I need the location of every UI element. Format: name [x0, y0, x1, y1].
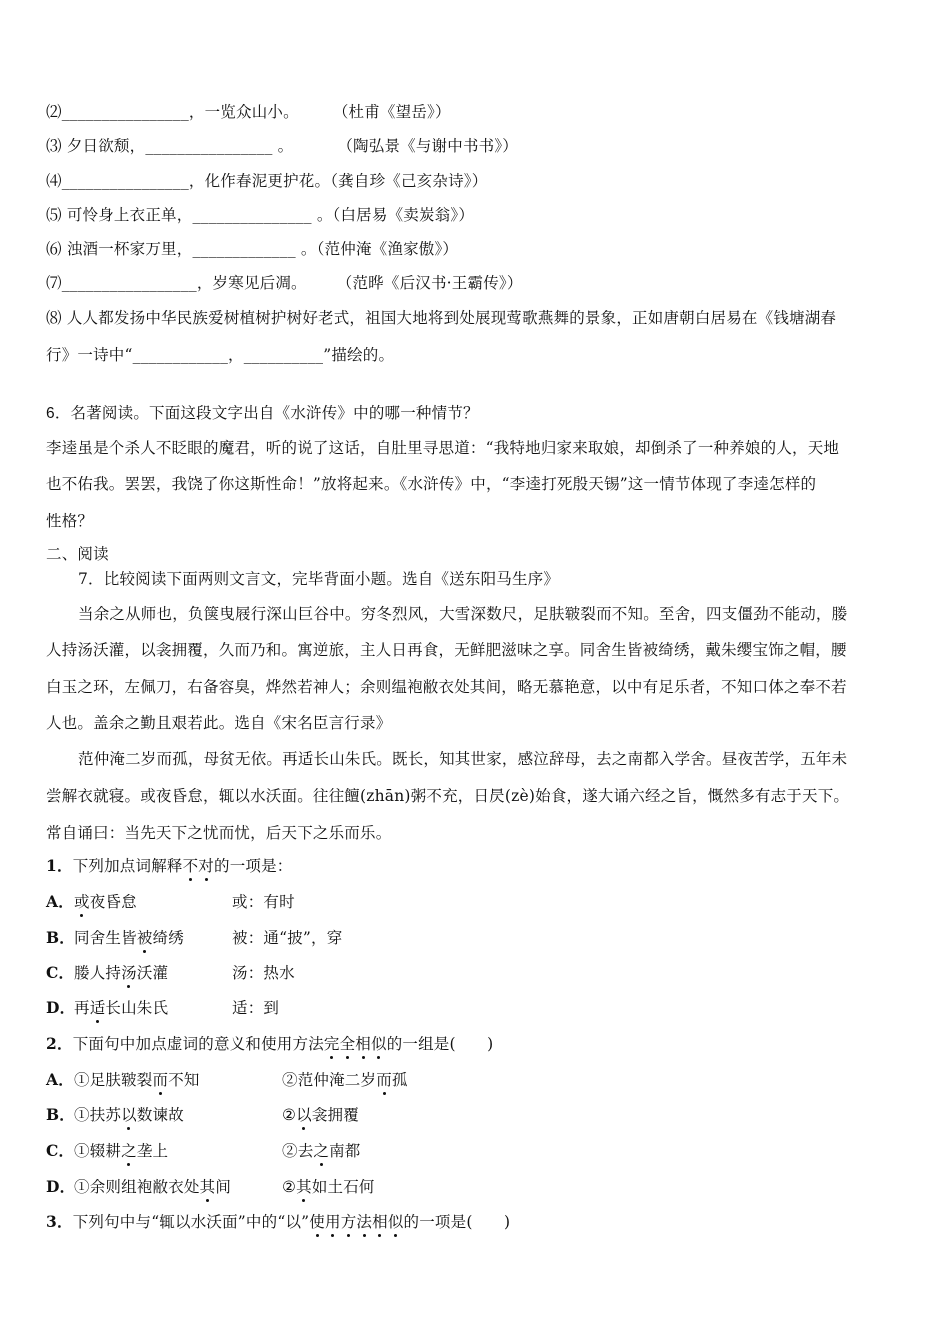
- passage-b-line: 范仲淹二岁而孤，母贫无依。再适长山朱氏。既长，知其世家，感泣辞母，去之南都入学舍。昼夜苦学，五年未: [78, 750, 848, 768]
- poem-line-8a: ⑻ 人人都发扬中华民族爱树植树护树好老式，祖国大地将到处展现莺歌燕舞的景象，正如唐朝白居易在《钱塘湖春: [46, 309, 837, 327]
- q6-passage-line: 也不佑我。罢罢，我饶了你这斯性命！”放将起来。《水浒传》中，“李逵打死殷天锡”这一情节体现了李逵怎样的: [46, 475, 817, 493]
- option-c[interactable]: C．媵人持汤沃灌 汤：热水: [46, 963, 295, 982]
- option-d[interactable]: D．①余则组袍敝衣处其间 ②其如土石何: [46, 1177, 375, 1196]
- option-b[interactable]: B．①扶苏以数谏故 ②以衾拥覆: [46, 1105, 359, 1124]
- question-7-title: 7．比较阅读下面两则文言文，完毕背面小题。选自《送东阳马生序》: [78, 570, 560, 588]
- poem-line-5: ⑸ 可怜身上衣正单，_______________ 。（白居易《卖炭翁》）: [46, 206, 475, 224]
- section-heading: 二、阅读: [46, 546, 109, 563]
- poem-line-3: ⑶ 夕日欲颓，________________ 。 （陶弘景《与谢中书书》）: [46, 137, 519, 155]
- poem-line-8b: 行》一诗中“____________，__________”描绘的。: [46, 346, 395, 364]
- q6-passage-line: 李逵虽是个杀人不眨眼的魔君，听的说了这话，自肚里寻思道：“我特地归家来取娘，却倒杀了一种养娘的人，天地: [46, 439, 840, 457]
- answer-blank[interactable]: __________: [243, 346, 324, 364]
- answer-blank[interactable]: ____________: [132, 346, 229, 364]
- passage-b-line: 尝解衣就寝。或夜昏怠，辄以水沃面。往往饘(zhān)粥不充，日昃(zè)始食，遂大诵六经之旨，慨然多有志于天下。: [46, 787, 850, 805]
- passage-a-line: 当余之从师也，负箧曳屐行深山巨谷中。穷冬烈风，大雪深数尺，足肤皲裂而不知。至舍，四支僵劲不能动，媵: [78, 605, 848, 623]
- poem-line-6: ⑹ 浊酒一杯家万里，_____________ 。（范仲淹《渔家傲》）: [46, 240, 459, 258]
- option-a[interactable]: A．①足肤皲裂而不知 ②范仲淹二岁而孤: [46, 1070, 408, 1089]
- q6-passage-line: 性格？: [46, 512, 94, 530]
- poem-line-4: ⑷________________，化作春泥更护花。（龚自珍《己亥杂诗》）: [46, 172, 488, 190]
- poem-line-7: ⑺_________________，岁寒见后凋。 （范晔《后汉书·王霸传》）: [46, 274, 523, 292]
- subquestion-1: 1．下列加点词解释不对的一项是：: [46, 856, 293, 875]
- option-d[interactable]: D．再适长山朱氏 适：到: [46, 998, 280, 1017]
- poem-line-2: ⑵________________，一览众山小。 （杜甫《望岳》）: [46, 103, 451, 121]
- passage-a-line: 人也。盖余之勤且艰若此。选自《宋名臣言行录》: [46, 714, 392, 732]
- option-a[interactable]: A．或夜昏怠 或：有时: [46, 892, 295, 911]
- answer-blank[interactable]: ________________: [145, 137, 273, 155]
- option-c[interactable]: C．①辍耕之垄上 ②去之南都: [46, 1141, 361, 1160]
- answer-blank[interactable]: ________________: [61, 103, 189, 121]
- passage-b-line: 常自诵曰：当先天下之忧而忧，后天下之乐而乐。: [46, 824, 392, 842]
- subquestion-2: 2．下面句中加点虚词的意义和使用方法完全相似的一组是( ): [46, 1034, 494, 1053]
- subquestion-3: 3．下列句中与“辄以水沃面”中的“以”使用方法相似的一项是( ): [46, 1212, 511, 1231]
- question-6-title: 6．名著阅读。下面这段文字出自《水浒传》中的哪一种情节？: [46, 405, 479, 422]
- passage-a-line: 白玉之环，左佩刀，右备容臭，烨然若神人；余则缊袍敝衣处其间，略无慕艳意，以中有足乐者，不知口体之奉不若: [46, 678, 847, 696]
- passage-a-line: 人持汤沃灌，以衾拥覆，久而乃和。寓逆旅，主人日再食，无鲜肥滋味之享。同舍生皆被绮绣，戴朱缨宝饰之帽，腰: [46, 641, 847, 659]
- answer-blank[interactable]: _______________: [192, 206, 312, 224]
- answer-blank[interactable]: _________________: [61, 274, 197, 292]
- answer-blank[interactable]: ________________: [61, 172, 189, 190]
- option-b[interactable]: B．同舍生皆被绮绣 被：通“披”，穿: [46, 928, 343, 947]
- answer-blank[interactable]: _____________: [192, 240, 296, 258]
